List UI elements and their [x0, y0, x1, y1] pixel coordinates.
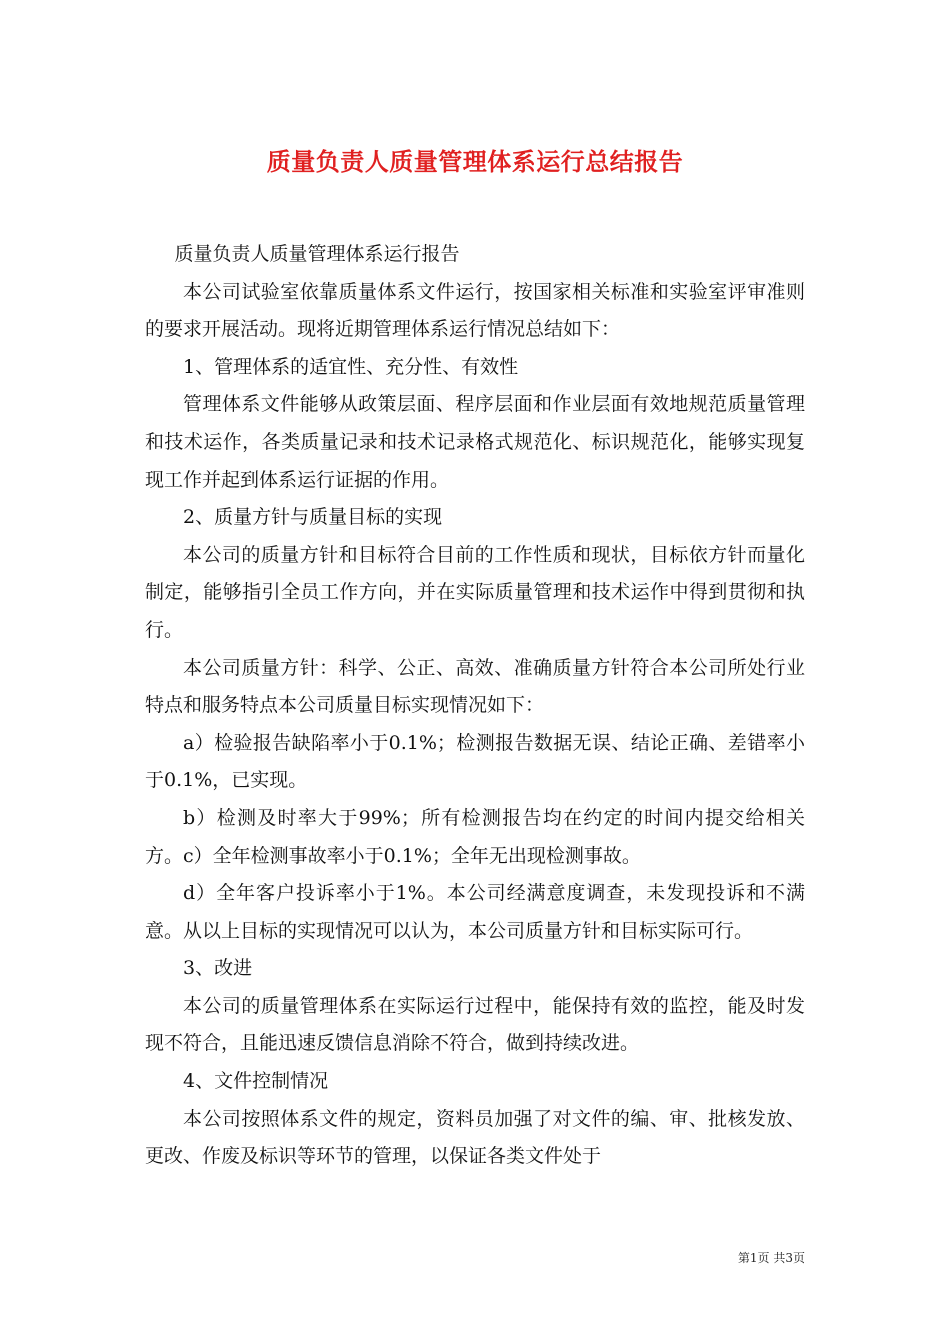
document-title: 质量负责人质量管理体系运行总结报告: [266, 147, 684, 177]
paragraph-goal-a: a）检验报告缺陷率小于0.1%；检测报告数据无误、结论正确、差错率小于0.1%，已实现。: [145, 731, 805, 792]
section-heading-3: 3、改进: [183, 957, 253, 980]
paragraph-quality-policy: 本公司质量方针：科学、公正、高效、准确质量方针符合本公司所处行业特点和服务特点本公司质量目标实现情况如下：: [145, 656, 805, 717]
paragraph-section-1: 管理体系文件能够从政策层面、程序层面和作业层面有效地规范质量管理和技术运作，各类质量记录和技术记录格式规范化、标识规范化，能够实现复现工作并起到体系运行证据的作用。: [145, 393, 805, 491]
document-body: [145, 236, 805, 1176]
section-heading-1: 1、管理体系的适宜性、充分性、有效性: [183, 355, 519, 378]
paragraph-section-4: 本公司按照体系文件的规定，资料员加强了对文件的编、审、批核发放、更改、作废及标识等环节的管理，以保证各类文件处于: [145, 1107, 805, 1168]
section-heading-4: 4、文件控制情况: [183, 1070, 329, 1093]
paragraph-section-3: 本公司的质量管理体系在实际运行过程中，能保持有效的监控，能及时发现不符合，且能迅速反馈信息消除不符合，做到持续改进。: [145, 994, 805, 1055]
paragraph-section-2: 本公司的质量方针和目标符合目前的工作性质和现状，目标依方针而量化制定，能够指引全员工作方向，并在实际质量管理和技术运作中得到贯彻和执行。: [145, 543, 805, 641]
paragraph-subtitle: 质量负责人质量管理体系运行报告: [174, 243, 460, 265]
paragraph-intro: 本公司试验室依靠质量体系文件运行，按国家相关标准和实验室评审准则的要求开展活动。现将近期管理体系运行情况总结如下：: [145, 280, 805, 341]
page-number: 第1页 共3页: [737, 1251, 805, 1265]
section-heading-2: 2、质量方针与质量目标的实现: [183, 506, 443, 529]
paragraph-goal-b-c: b）检测及时率大于99%；所有检测报告均在约定的时间内提交给相关方。c）全年检测事故率小于0.1%；全年无出现检测事故。: [145, 806, 805, 867]
paragraph-goal-d: d）全年客户投诉率小于1%。本公司经满意度调查，未发现投诉和不满意。从以上目标的实现情况可以认为，本公司质量方针和目标实际可行。: [145, 882, 805, 942]
